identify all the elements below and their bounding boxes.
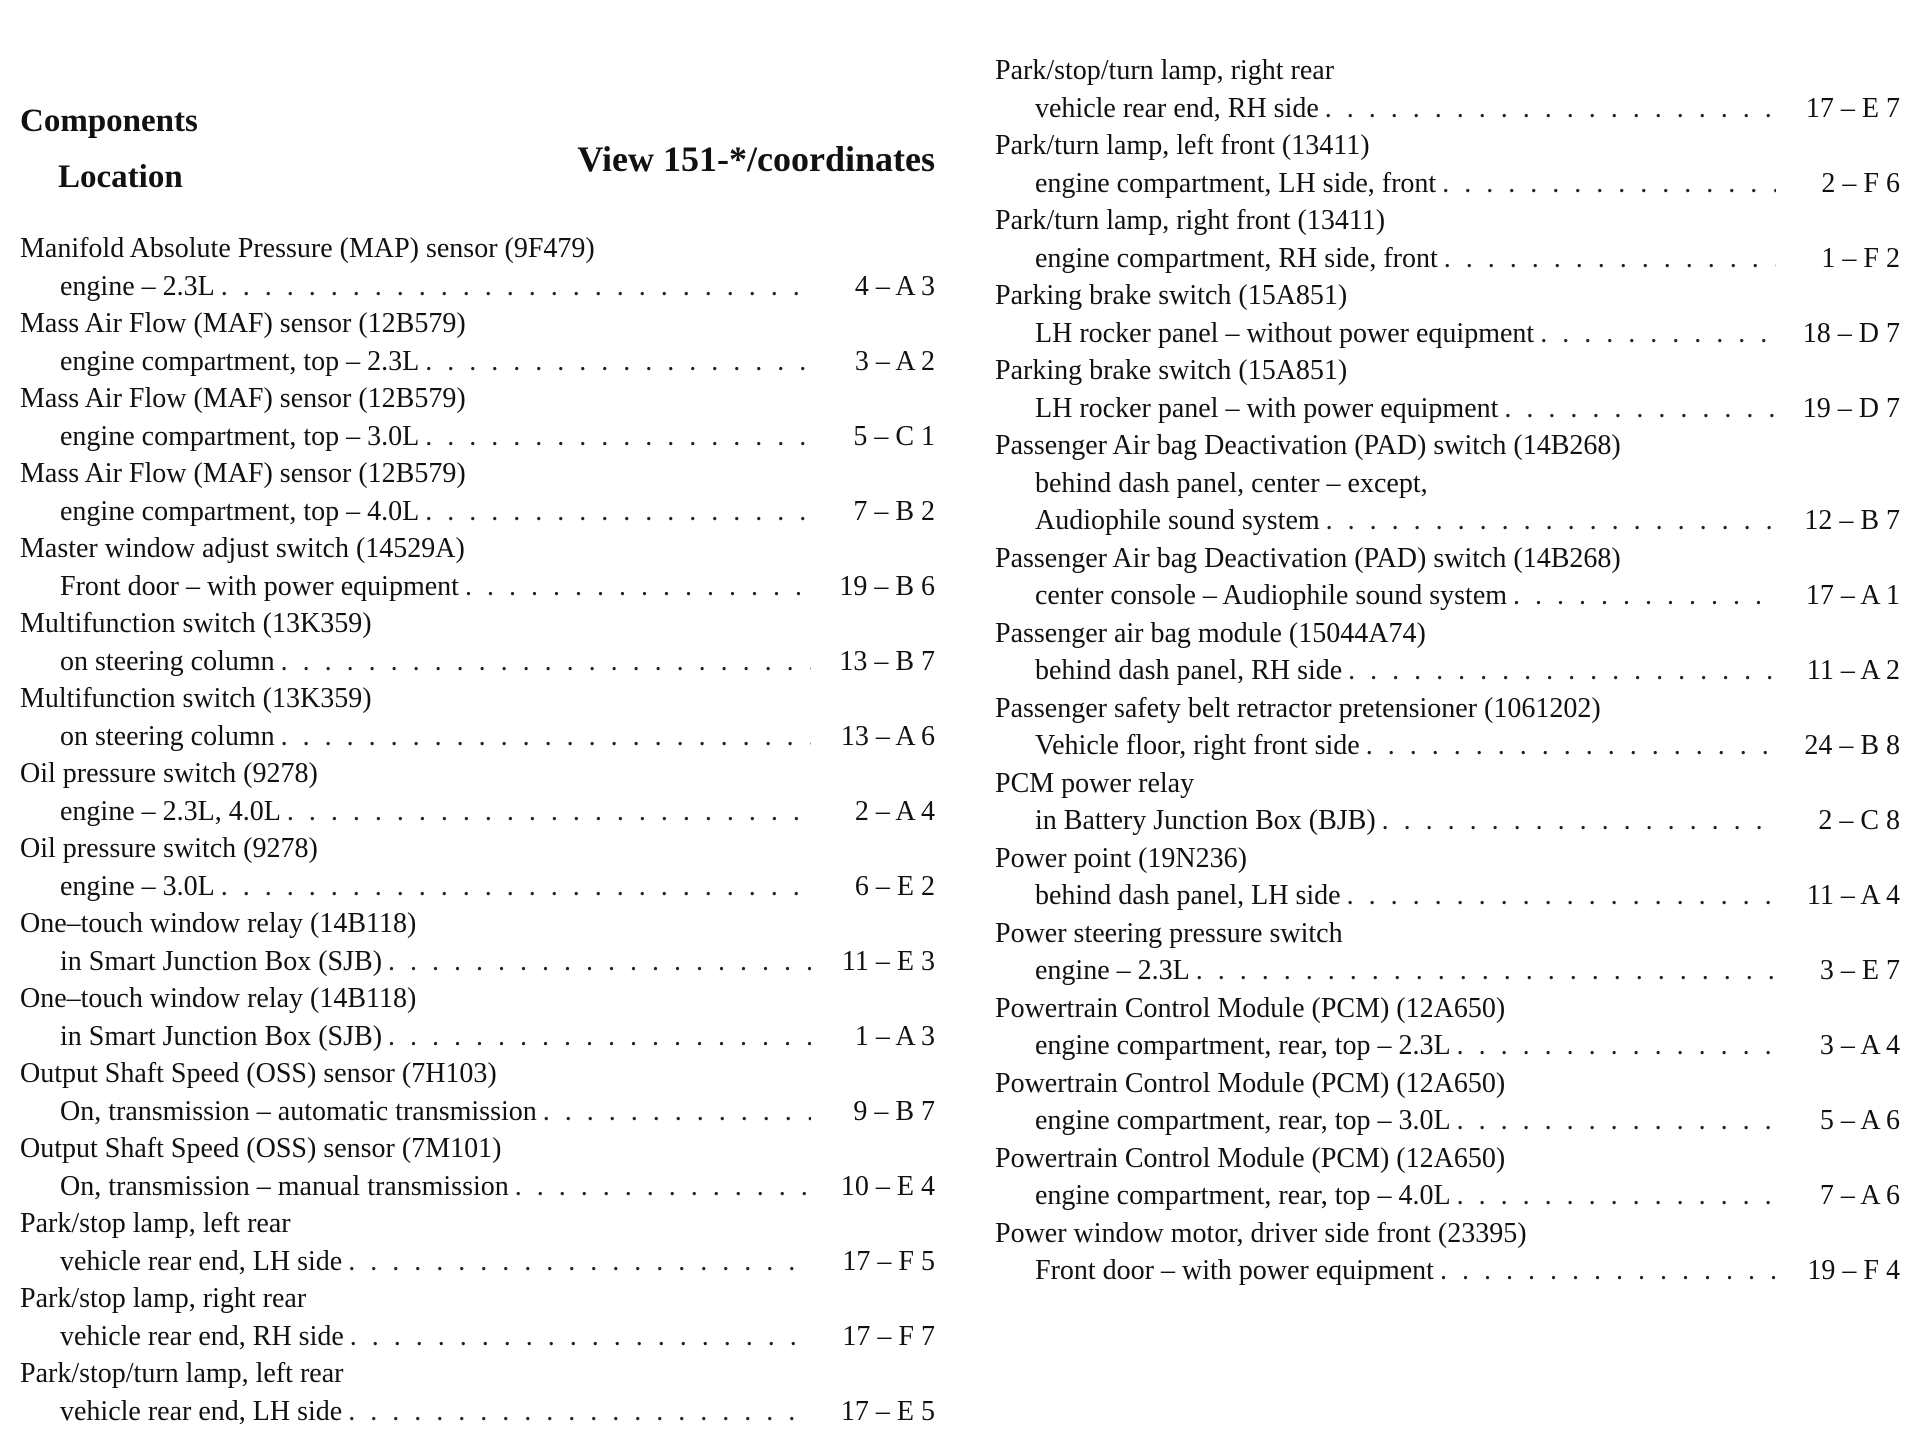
component-location: engine compartment, top – 2.3L — [60, 345, 420, 377]
component-location: engine compartment, LH side, front — [1035, 167, 1437, 199]
view-coordinate: 5 – C 1 — [853, 420, 935, 452]
dot-leader — [1325, 90, 1776, 128]
component-entry — [20, 455, 935, 530]
right-column — [995, 0, 1900, 1290]
dot-leader — [1348, 652, 1776, 690]
view-coordinate: 3 – A 4 — [1819, 1030, 1900, 1061]
dot-leader — [425, 493, 811, 531]
component-location: on steering column — [60, 645, 275, 677]
component-location: in Battery Junction Box (BJB) — [1035, 805, 1376, 836]
location-row — [995, 165, 1900, 203]
component-name: One–touch window relay (14B118) — [20, 908, 417, 939]
dot-leader — [348, 1243, 811, 1281]
view-coordinate: 4 – A 3 — [854, 270, 935, 302]
location-row — [20, 493, 935, 531]
right-entry-list — [995, 0, 1900, 1290]
dot-leader — [425, 418, 811, 456]
component-entry — [20, 1280, 935, 1355]
component-location: engine compartment, rear, top – 4.0L — [1035, 1180, 1451, 1211]
dot-leader — [388, 943, 811, 981]
component-name: Mass Air Flow (MAF) sensor (12B579) — [20, 308, 466, 339]
left-column — [20, 0, 935, 1430]
component-name: Passenger Air bag Deactivation (PAD) switch (14B268) — [995, 542, 1621, 574]
component-name: Oil pressure switch (9278) — [20, 833, 318, 864]
component-name: Power steering pressure switch — [995, 917, 1343, 949]
view-coordinate: 18 – D 7 — [1802, 317, 1900, 349]
dot-leader — [465, 568, 811, 606]
component-location: Vehicle floor, right front side — [1035, 730, 1360, 761]
view-coordinate: 3 – A 2 — [854, 345, 935, 377]
dot-leader — [221, 268, 811, 306]
component-location: Front door – with power equipment — [1035, 1255, 1434, 1286]
view-coordinate: 24 – B 8 — [1804, 730, 1900, 761]
view-coordinate: 9 – B 7 — [853, 1095, 935, 1127]
component-location: On, transmission – automatic transmission — [60, 1095, 537, 1127]
component-entry — [20, 830, 935, 905]
component-location: behind dash panel, LH side — [1035, 880, 1341, 911]
component-name: Passenger air bag module (15044A74) — [995, 617, 1426, 649]
component-name: PCM power relay — [995, 767, 1195, 799]
dot-leader — [350, 1318, 811, 1356]
dot-leader — [515, 1168, 811, 1206]
view-coordinate: 13 – B 7 — [839, 645, 935, 677]
components-heading: Components — [20, 103, 198, 139]
component-location: behind dash panel, RH side — [1035, 655, 1343, 686]
dot-leader — [1326, 502, 1776, 540]
view-coordinate: 17 – A 1 — [1805, 580, 1900, 611]
component-entry — [20, 1055, 935, 1130]
location-row — [20, 1168, 935, 1206]
component-entry — [995, 202, 1900, 277]
component-entry — [20, 1130, 935, 1205]
location-row — [20, 268, 935, 306]
component-location: On, transmission – manual transmission — [60, 1170, 509, 1202]
component-name: Passenger safety belt retractor pretensioner (1061202) — [995, 692, 1601, 724]
dot-leader — [1440, 1252, 1776, 1290]
dot-leader — [1366, 727, 1776, 765]
dot-leader — [281, 643, 811, 681]
component-name: Power window motor, driver side front (23395) — [995, 1217, 1527, 1249]
component-entry — [20, 980, 935, 1055]
location-row — [20, 1393, 935, 1431]
component-location: LH rocker panel – with power equipment — [1035, 392, 1499, 424]
location-row — [995, 802, 1900, 840]
view-coordinate: 1 – F 2 — [1821, 242, 1900, 274]
component-location: in Smart Junction Box (SJB) — [60, 1020, 383, 1052]
component-entry — [20, 1205, 935, 1280]
location-row — [20, 418, 935, 456]
component-name: Powertrain Control Module (PCM) (12A650) — [995, 992, 1506, 1024]
view-coordinate: 17 – F 5 — [842, 1245, 935, 1277]
location-row — [20, 1018, 935, 1056]
location-row — [995, 877, 1900, 915]
location-row — [995, 502, 1900, 540]
component-entry — [995, 915, 1900, 990]
dot-leader — [348, 1393, 811, 1431]
view-coordinate: 12 – B 7 — [1804, 505, 1900, 536]
view-coordinates-heading: View 151-*/coordinates — [577, 139, 935, 179]
view-coordinate: 13 – A 6 — [840, 720, 935, 752]
dot-leader — [287, 793, 811, 831]
component-name: Master window adjust switch (14529A) — [20, 533, 465, 564]
component-name: Mass Air Flow (MAF) sensor (12B579) — [20, 458, 466, 489]
dot-leader — [221, 868, 811, 906]
component-entry — [995, 352, 1900, 427]
dot-leader — [388, 1018, 811, 1056]
view-coordinate: 2 – F 6 — [1821, 167, 1900, 199]
dot-leader — [281, 718, 811, 756]
component-location: engine compartment, rear, top – 2.3L — [1035, 1030, 1451, 1061]
component-location-detail: behind dash panel, center – except, — [1035, 467, 1428, 499]
left-entry-list — [20, 230, 935, 1430]
component-entry — [20, 230, 935, 305]
component-name: Powertrain Control Module (PCM) (12A650) — [995, 1067, 1506, 1099]
component-location: LH rocker panel – without power equipment — [1035, 317, 1535, 349]
component-entry — [20, 305, 935, 380]
view-coordinate: 6 – E 2 — [854, 870, 935, 902]
view-coordinate: 19 – D 7 — [1802, 392, 1900, 424]
component-name: Park/stop lamp, right rear — [20, 1283, 307, 1314]
view-coordinate: 5 – A 6 — [1819, 1105, 1900, 1136]
view-coordinate: 17 – E 7 — [1805, 92, 1900, 124]
location-row — [20, 718, 935, 756]
location-row — [995, 1177, 1900, 1215]
component-location: engine – 3.0L — [60, 870, 215, 902]
component-name: Multifunction switch (13K359) — [20, 608, 372, 639]
location-row — [20, 943, 935, 981]
dot-leader — [1457, 1177, 1776, 1215]
dot-leader — [1382, 802, 1776, 840]
dot-leader — [1457, 1102, 1776, 1140]
component-name: Manifold Absolute Pressure (MAP) sensor (9F479) — [20, 233, 595, 264]
location-row — [995, 1102, 1900, 1140]
view-coordinate: 17 – F 7 — [842, 1320, 935, 1352]
component-location: vehicle rear end, LH side — [60, 1245, 343, 1277]
dot-leader — [1504, 390, 1776, 428]
view-coordinate: 2 – A 4 — [854, 795, 935, 827]
component-location: engine – 2.3L — [60, 270, 215, 302]
location-row — [20, 643, 935, 681]
view-coordinate: 3 – E 7 — [1819, 955, 1900, 986]
view-coordinate: 17 – E 5 — [840, 1395, 935, 1427]
location-row — [995, 727, 1900, 765]
component-name: Mass Air Flow (MAF) sensor (12B579) — [20, 383, 466, 414]
component-entry — [995, 127, 1900, 202]
component-name: Output Shaft Speed (OSS) sensor (7M101) — [20, 1133, 502, 1164]
view-coordinate: 1 – A 3 — [854, 1020, 935, 1052]
dot-leader — [1513, 577, 1776, 615]
dot-leader — [1442, 165, 1776, 203]
view-coordinate: 19 – B 6 — [839, 570, 935, 602]
component-entry — [20, 380, 935, 455]
component-location: engine compartment, top – 3.0L — [60, 420, 420, 452]
component-location: engine compartment, rear, top – 3.0L — [1035, 1105, 1451, 1136]
location-row — [20, 1093, 935, 1131]
location-row — [995, 577, 1900, 615]
component-location: vehicle rear end, RH side — [1035, 92, 1319, 124]
component-entry — [20, 605, 935, 680]
dot-leader — [1457, 1027, 1776, 1065]
component-location: engine compartment, RH side, front — [1035, 242, 1438, 274]
component-name: Power point (19N236) — [995, 842, 1247, 874]
location-row — [20, 1318, 935, 1356]
component-location: vehicle rear end, LH side — [60, 1395, 343, 1427]
view-coordinate: 7 – A 6 — [1819, 1180, 1900, 1211]
view-coordinate: 2 – C 8 — [1818, 805, 1900, 836]
table-header — [20, 0, 935, 230]
component-location: Front door – with power equipment — [60, 570, 459, 602]
component-entry — [995, 690, 1900, 765]
component-location: center console – Audiophile sound system — [1035, 580, 1508, 611]
component-entry — [20, 680, 935, 755]
location-row — [995, 315, 1900, 353]
component-name: Park/stop lamp, left rear — [20, 1208, 291, 1239]
component-entry — [20, 1355, 935, 1430]
dot-leader — [1196, 952, 1776, 990]
component-entry — [20, 530, 935, 605]
component-name: Passenger Air bag Deactivation (PAD) switch (14B268) — [995, 430, 1621, 461]
component-location: engine – 2.3L, 4.0L — [60, 795, 281, 827]
location-row — [995, 90, 1900, 128]
component-entry — [995, 1065, 1900, 1140]
location-row — [20, 868, 935, 906]
location-heading: Location — [58, 159, 183, 195]
dot-leader — [1540, 315, 1776, 353]
dot-leader — [425, 343, 811, 381]
component-entry — [20, 755, 935, 830]
component-location: Audiophile sound system — [1035, 505, 1320, 536]
location-row — [20, 793, 935, 831]
component-entry — [995, 540, 1900, 615]
view-coordinate: 11 – A 2 — [1806, 655, 1900, 686]
dot-leader — [1444, 240, 1776, 278]
component-name: Park/stop/turn lamp, right rear — [995, 55, 1335, 86]
view-coordinate: 7 – B 2 — [853, 495, 935, 527]
location-row — [995, 1027, 1900, 1065]
component-entry — [995, 615, 1900, 690]
component-name: One–touch window relay (14B118) — [20, 983, 417, 1014]
component-entry — [995, 1215, 1900, 1290]
component-entry — [995, 765, 1900, 840]
location-row — [20, 568, 935, 606]
component-name: Park/turn lamp, left front (13411) — [995, 130, 1370, 161]
component-entry — [995, 52, 1900, 127]
component-name: Parking brake switch (15A851) — [995, 280, 1348, 311]
component-name: Powertrain Control Module (PCM) (12A650) — [995, 1142, 1506, 1174]
component-location: engine – 2.3L — [1035, 955, 1190, 986]
component-name: Multifunction switch (13K359) — [20, 683, 372, 714]
component-name: Parking brake switch (15A851) — [995, 355, 1348, 386]
component-location: on steering column — [60, 720, 275, 752]
component-location: vehicle rear end, RH side — [60, 1320, 344, 1352]
view-coordinate: 11 – A 4 — [1806, 880, 1900, 911]
component-name: Oil pressure switch (9278) — [20, 758, 318, 789]
view-coordinate: 11 – E 3 — [841, 945, 935, 977]
component-location: in Smart Junction Box (SJB) — [60, 945, 383, 977]
component-entry — [995, 1140, 1900, 1215]
component-name: Output Shaft Speed (OSS) sensor (7H103) — [20, 1058, 497, 1089]
location-row — [995, 652, 1900, 690]
view-coordinate: 10 – E 4 — [840, 1170, 935, 1202]
location-row — [995, 390, 1900, 428]
component-entry — [995, 990, 1900, 1065]
component-entry — [995, 427, 1900, 540]
location-row — [995, 1252, 1900, 1290]
location-row — [995, 952, 1900, 990]
component-name: Park/stop/turn lamp, left rear — [20, 1358, 344, 1389]
component-entry — [995, 277, 1900, 352]
component-entry — [20, 905, 935, 980]
location-row — [20, 1243, 935, 1281]
dot-leader — [1347, 877, 1776, 915]
view-coordinate: 19 – F 4 — [1807, 1255, 1900, 1286]
component-location: engine compartment, top – 4.0L — [60, 495, 420, 527]
dot-leader — [543, 1093, 811, 1131]
location-row — [20, 343, 935, 381]
component-name: Park/turn lamp, right front (13411) — [995, 205, 1386, 236]
location-row — [995, 240, 1900, 278]
component-entry — [995, 840, 1900, 915]
